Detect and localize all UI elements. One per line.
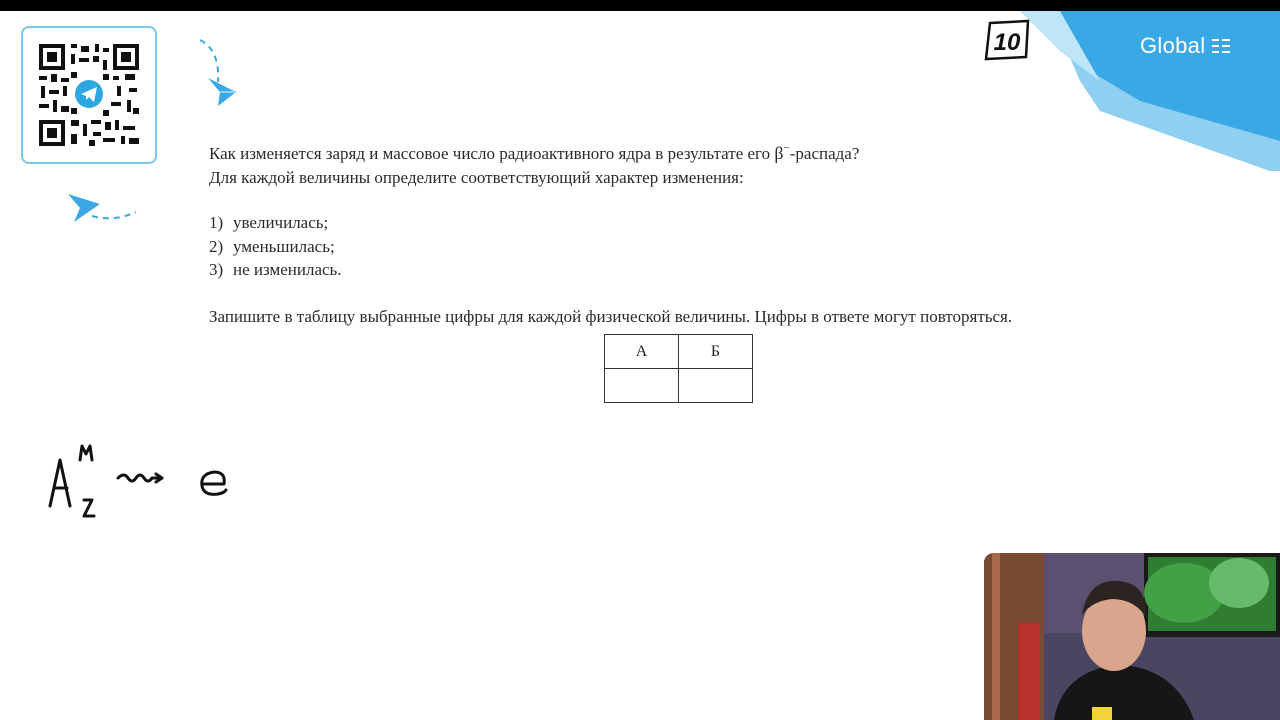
svg-text:10: 10 xyxy=(993,29,1021,56)
answer-cell-a[interactable] xyxy=(605,369,679,403)
handwritten-note xyxy=(40,440,240,524)
paper-plane-icon xyxy=(196,36,242,112)
beta-symbol: β− xyxy=(774,142,790,163)
table-header-b: Б xyxy=(679,335,753,369)
task-instruction-1: Для каждой величины определите соответствующий характер изменения: xyxy=(209,167,744,187)
webcam-video xyxy=(984,553,1280,720)
paper-plane-icon-2 xyxy=(66,190,142,226)
top-bar xyxy=(0,0,1280,11)
option-item: 2) уменьшилась; xyxy=(209,236,335,256)
menu-lines-icon xyxy=(1212,38,1230,54)
telegram-icon xyxy=(72,77,106,111)
qr-code xyxy=(37,42,141,148)
brand-name: Global xyxy=(1140,33,1230,59)
task-instruction-2: Запишите в таблицу выбранные цифры для каждой физической величины. Цифры в ответе могут повторяться. xyxy=(209,306,1013,326)
answer-cell-b[interactable] xyxy=(679,369,753,403)
option-item: 3) не изменилась. xyxy=(209,260,342,279)
option-item: 1) увеличилась; xyxy=(209,213,329,232)
task-text xyxy=(209,138,1209,328)
task-question: Как изменяется заряд и массовое число радиоактивного ядра в результате его β−-распада? xyxy=(209,142,860,163)
table-header-a: А xyxy=(605,335,679,369)
logo-badge-icon xyxy=(984,19,1032,63)
answer-table xyxy=(604,334,753,403)
qr-code-card[interactable] xyxy=(21,26,157,164)
